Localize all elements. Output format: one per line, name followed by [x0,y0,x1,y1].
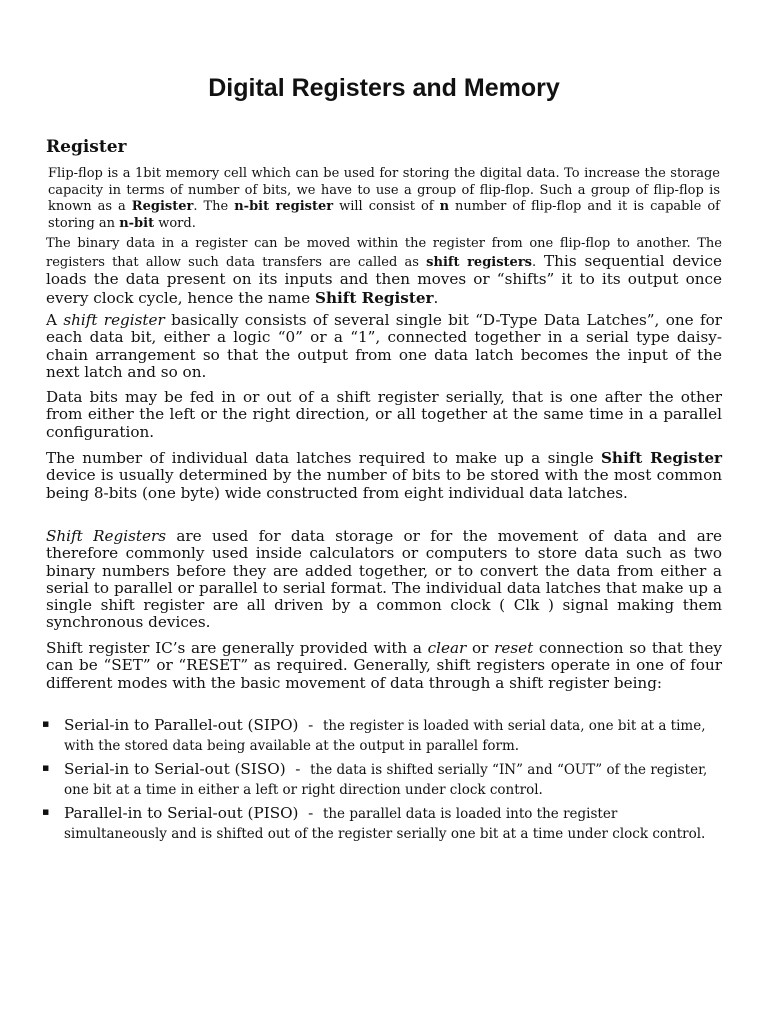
mode-name: Serial-in to Parallel-out (SIPO) [64,716,299,734]
text-run: A [46,311,64,329]
bold-term: n-bit [119,215,155,231]
paragraph-d-type-latches [46,312,722,381]
mode-separator: - [298,716,323,734]
modes-list [40,715,720,847]
bold-term: Shift Register [600,449,722,467]
mode-description: the parallel data is loaded into the register simultaneously and is shifted out of the register serially one bit at a time under clock control. [64,806,706,842]
text-run: Flip-flop is a 1bit memory cell which can be used for storing the digital data. To increase the storage capacity in terms of number of bits, we have to use a group of flip-flop. Such a group of flip-flop is known as a [48,166,720,214]
text-run: The number of individual data latches required to make up a single [46,449,601,467]
text-run: connection so that they can be “SET” or “RESET” as required. Generally, shift registers operate in one of four different modes with the basic movement of data through a shift register being: [46,639,722,692]
text-run: are used for data storage or for the movement of data and are therefore commonly used inside calculators or computers to store data such as two binary numbers before they are added together, or to convert the data from either a serial to parallel or parallel to serial format. The individual data latches that make up a single shift register are all driven by a common clock ( Clk ) signal making them synchronous devices. [46,527,722,632]
bullet-marker: ▪ [42,761,50,774]
italic-term: clear [427,639,467,657]
text-run: Shift register IC’s are generally provided with a [46,639,428,657]
text-run: . [433,288,439,307]
bold-term: Shift Register [315,288,434,307]
text-run: . The [193,199,235,214]
paragraph-register-definition [48,166,720,232]
paragraph-latch-count [46,450,722,502]
mode-name: Serial-in to Serial-out (SISO) [64,760,286,778]
text-run: The binary data in a register can be moved within the register from one flip-flop to another. The registers that allow such data transfers are called as [46,236,722,270]
section-heading: Register [46,137,127,157]
document-title: Digital Registers and Memory [208,74,560,102]
paragraph-shift-register-intro [46,236,722,308]
mode-description: the data is shifted serially “IN” and “OUT” of the register, one bit at a time in either a left or right direction under clock control. [64,762,708,798]
list-item-piso [40,803,720,843]
bold-term: shift registers [426,254,532,270]
italic-term: shift register [63,311,165,329]
bold-term: n [439,199,450,214]
italic-term: reset [494,639,534,657]
text-run: will consist of [333,199,440,214]
text-run: basically consists of several single bit “D-Type Data Latches”, one for each data bit, either a logic “0” or a “1”, connected together in a serial type daisy-chain arrangement so that the output from one data latch becomes the input of the next latch and so on. [46,311,722,381]
text-run: . [532,254,537,270]
list-item-siso [40,759,720,799]
mode-description: the register is loaded with serial data, one bit at a time, with the stored data being available at the output in parallel form. [64,718,706,754]
italic-term: Shift Registers [46,527,167,545]
text-run: This sequential device loads the data present on its inputs and then moves or “shifts” it to its output once every clock cycle, hence the name [46,251,722,307]
paragraph-serial-parallel: Data bits may be fed in or out of a shift register serially, that is one after the other from either the left or the right direction, or all together at the same time in a parallel configuration. [46,388,722,441]
paragraph-uses [46,528,722,632]
bullet-marker: ▪ [42,805,50,818]
bullet-marker: ▪ [42,717,50,730]
bold-term: n-bit register [234,199,334,214]
text-run: number of flip-flop and it is capable of storing an [48,199,720,231]
mode-separator: - [285,760,311,778]
mode-separator: - [298,804,323,822]
text-run: device is usually determined by the number of bits to be stored with the most common being 8-bits (one byte) wide constructed from eight individual data latches. [46,466,722,502]
bold-term: Register [131,199,194,214]
mode-name: Parallel-in to Serial-out (PISO) [64,804,299,822]
paragraph-modes-intro [46,640,722,692]
text-run: word. [154,215,196,231]
list-item-sipo [40,715,720,755]
text-run: or [466,639,495,657]
